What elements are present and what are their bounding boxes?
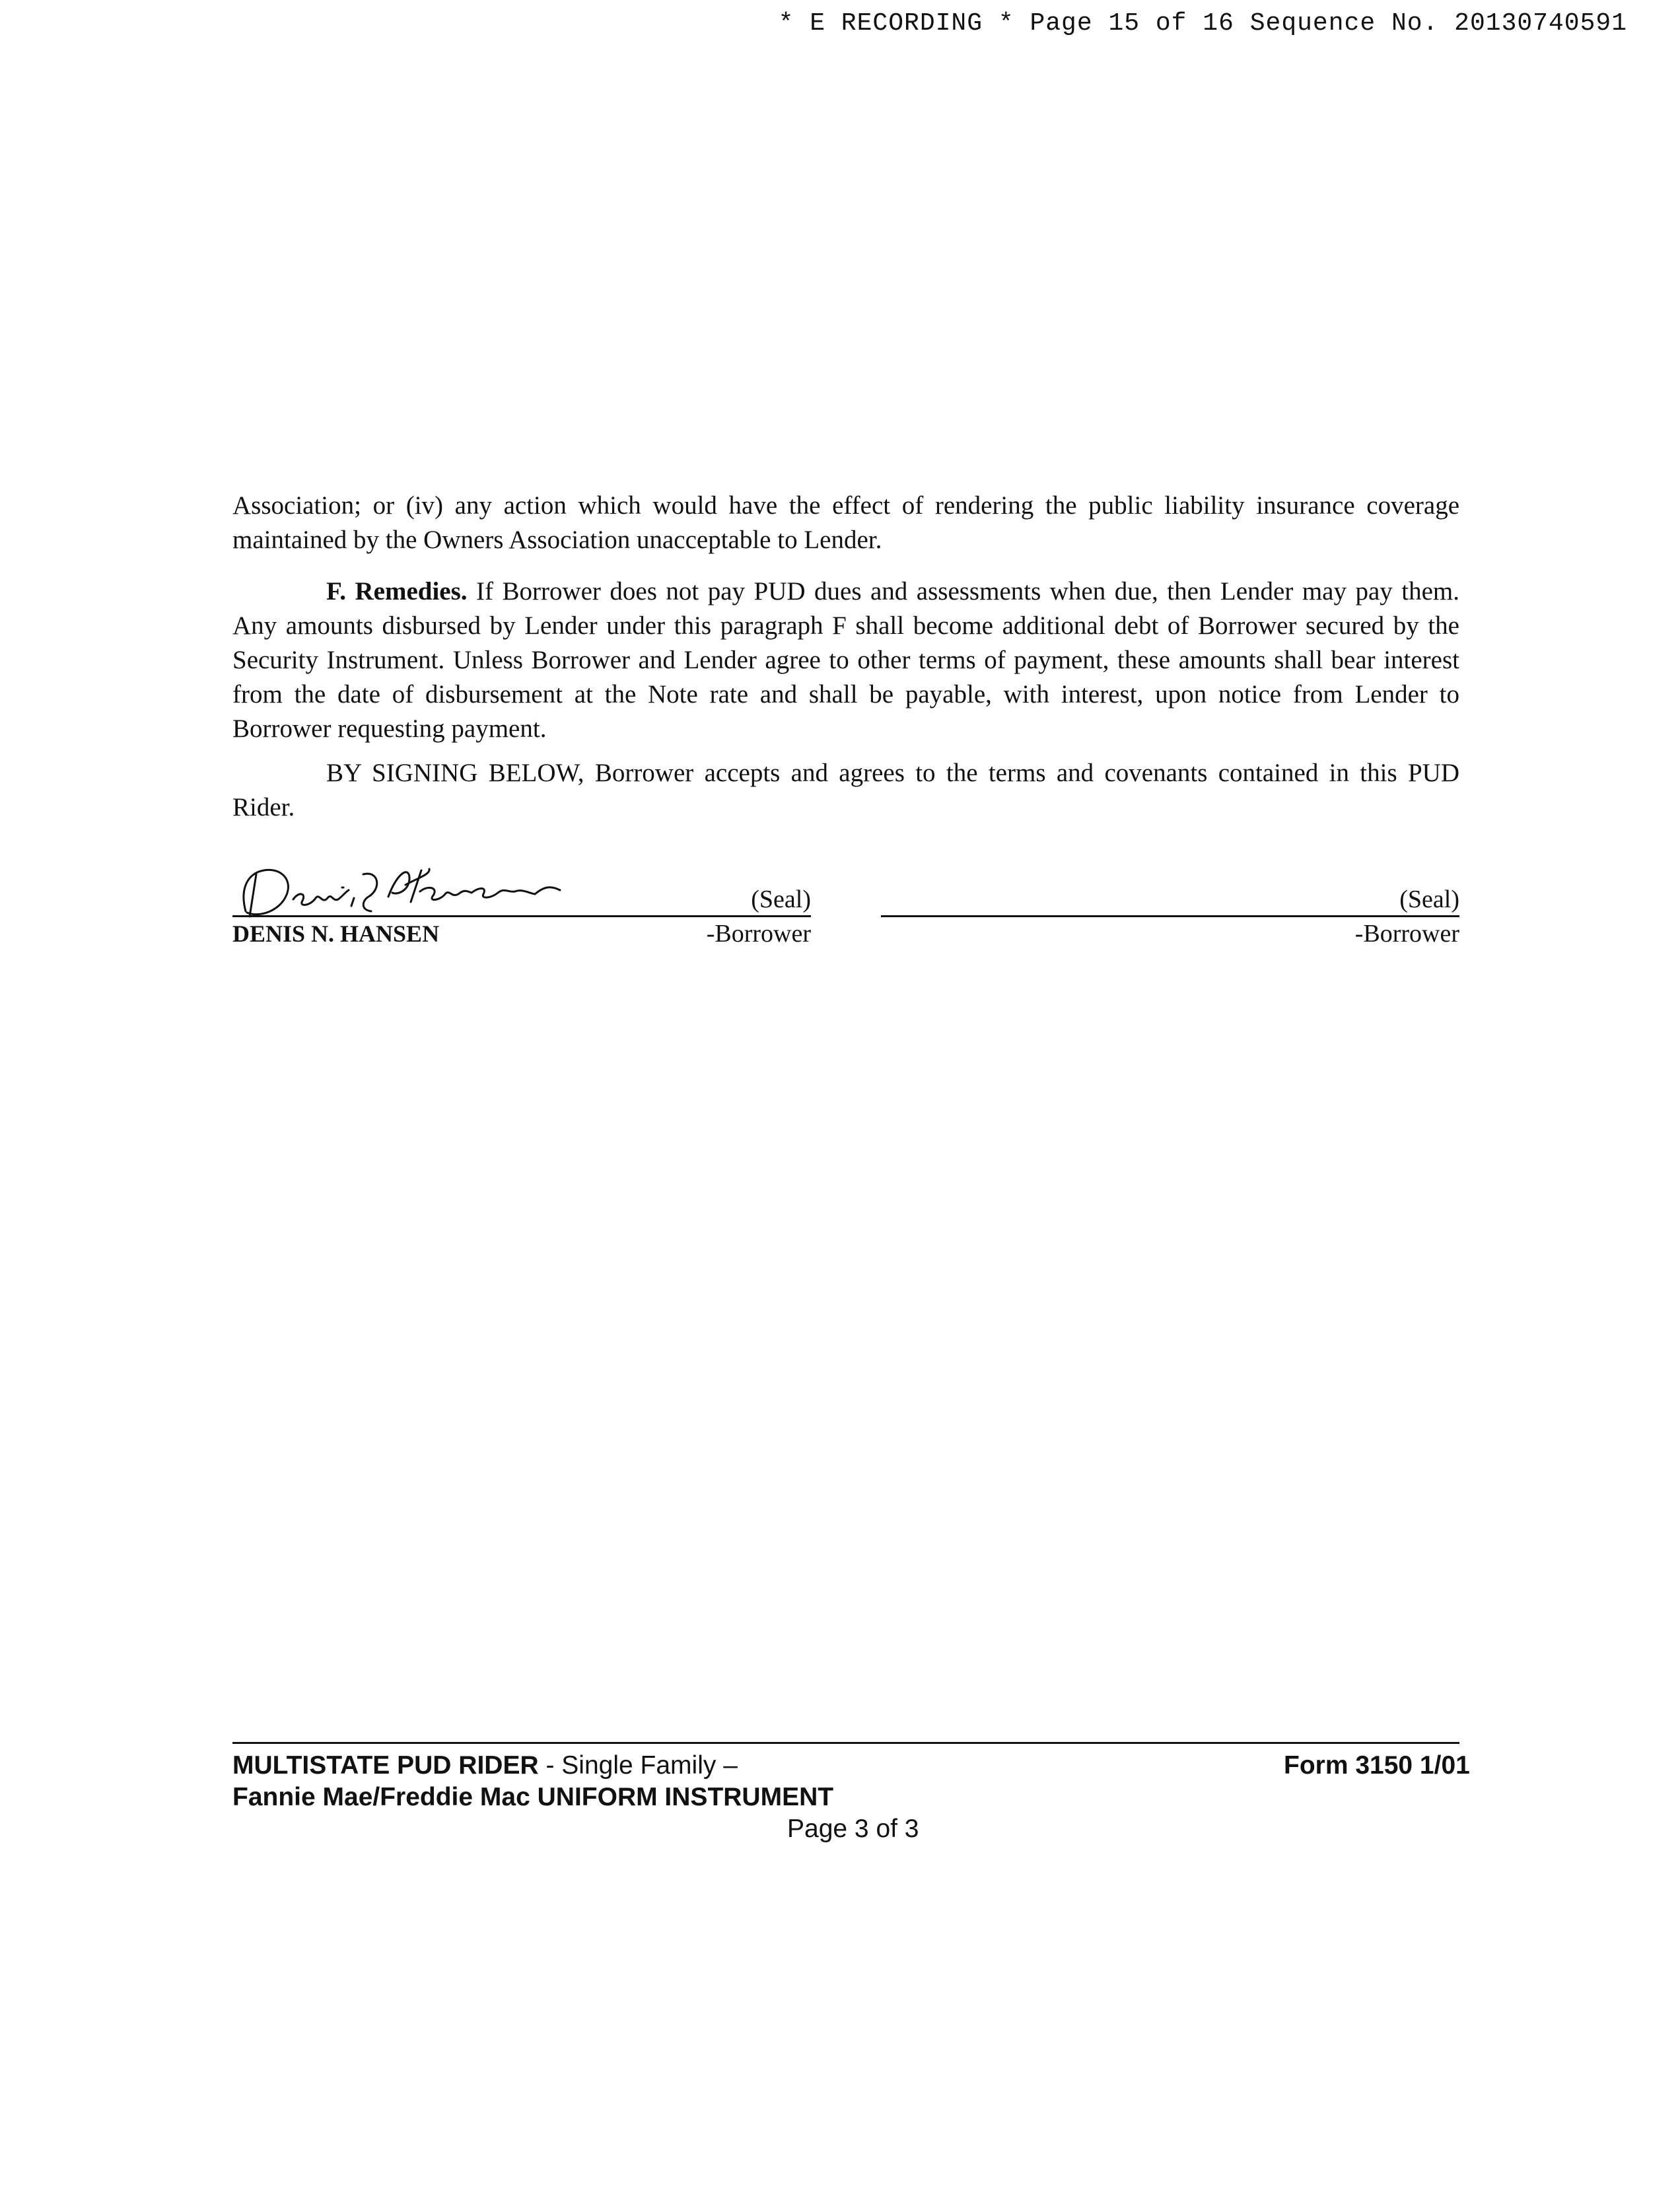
- footer-title-rest: - Single Family –: [538, 1751, 738, 1780]
- remedies-text: If Borrower does not pay PUD dues and assessments when due, then Lender may pay them. Any amounts disbursed by Lender under this paragraph F shall become additional debt of Borrower secured by the Security Instrument. Unless Borrower and Lender agree to other terms of payment, these amounts shall bear interest from the date of disbursement at the Note rate and shall be payable, with interest, upon notice from Lender to Borrower requesting payment.: [232, 577, 1459, 743]
- signature-line-right: [881, 915, 1459, 917]
- seal-label-left: (Seal): [751, 885, 811, 913]
- seal-label-right: (Seal): [1399, 885, 1459, 913]
- footer-form-title: [232, 1750, 738, 1782]
- borrower-role-left: -Borrower: [706, 920, 811, 948]
- paragraph-remedies: [232, 574, 1459, 746]
- footer-title-bold: MULTISTATE PUD RIDER: [232, 1751, 539, 1780]
- borrower-signature-block-right: [881, 858, 1459, 951]
- remedies-heading: F. Remedies.: [326, 577, 468, 606]
- footer-form-number: Form 3150 1/01: [1284, 1751, 1470, 1780]
- borrower-signature-block-left: [232, 858, 811, 951]
- paragraph-association-continued: Association; or (iv) any action which would have the effect of rendering the public liability insurance coverage maintained by the Owners Association unacceptable to Lender.: [232, 491, 1459, 554]
- borrower-role-right: -Borrower: [1354, 920, 1459, 948]
- recording-header: * E RECORDING * Page 15 of 16 Sequence No. 20130740591: [778, 9, 1627, 38]
- handwritten-signature: [232, 858, 602, 924]
- footer-divider: [232, 1742, 1459, 1744]
- signature-line-left: [232, 915, 811, 917]
- paragraph-signing-below: BY SIGNING BELOW, Borrower accepts and agrees to the terms and covenants contained in this PUD Rider.: [232, 759, 1459, 821]
- borrower-name: DENIS N. HANSEN: [232, 920, 440, 947]
- footer-instrument-line: Fannie Mae/Freddie Mac UNIFORM INSTRUMENT: [232, 1783, 834, 1811]
- footer-page-number: Page 3 of 3: [787, 1815, 919, 1843]
